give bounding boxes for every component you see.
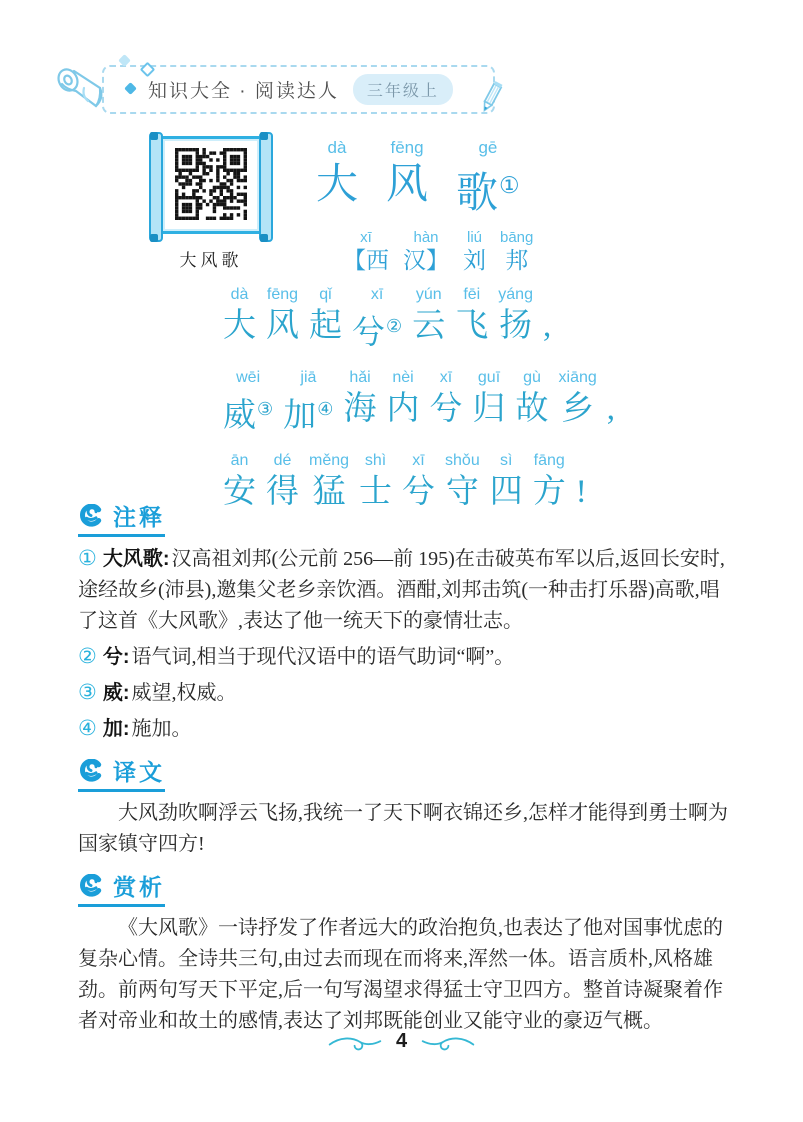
series-title: 知识大全 · 阅读达人 — [148, 81, 339, 102]
section-title: 译文 — [113, 759, 165, 785]
poem-syllable: dà 大 — [316, 138, 359, 208]
poem-syllable: xī 兮② — [352, 286, 403, 351]
translation-text: 大风劲吹啊浮云飞扬,我统一了天下啊衣锦还乡,怎样才能得到勇士啊为国家镇守四方! — [78, 802, 728, 855]
wave-flourish-icon — [328, 1033, 382, 1051]
poem-syllable: ! — [575, 473, 587, 510]
title-block — [302, 136, 540, 274]
poem-syllable: xī 【西 — [343, 228, 389, 273]
note-text: 语气词,相当于现代汉语中的语气助词“啊”。 — [131, 646, 515, 668]
poem-syllable: jiā 加④ — [283, 368, 334, 434]
poem-syllable: fāng 方 — [532, 451, 566, 510]
note-term: 大风歌: — [102, 548, 170, 570]
note-term: 加: — [102, 718, 130, 740]
content-sections — [78, 500, 728, 1037]
poem-author — [336, 229, 540, 274]
poem-syllable: fēi 飞 — [455, 286, 489, 344]
poem-syllable: sì 四 — [489, 451, 523, 510]
hero-block — [152, 136, 540, 274]
page-number: 4 — [395, 1030, 408, 1052]
poem-syllable: yáng 扬 — [498, 286, 533, 344]
note-item — [78, 641, 728, 673]
wave-flourish-icon — [421, 1033, 475, 1051]
section-translation-header — [78, 755, 165, 792]
poem-line-2 — [218, 369, 620, 436]
note-item — [78, 677, 728, 709]
series-banner — [102, 65, 495, 114]
poem-syllable: guī 归 — [472, 368, 506, 427]
section-title: 赏析 — [113, 874, 165, 900]
section-title: 注释 — [113, 504, 165, 530]
note-item — [78, 713, 728, 745]
poem-syllable: qǐ 起 — [309, 286, 342, 344]
scroll-roller — [259, 132, 273, 242]
poem-syllable: fēng 风 — [386, 138, 429, 208]
wave-swirl-icon — [78, 874, 105, 898]
poem-syllable: bāng 邦 — [500, 228, 534, 273]
grade-badge: 三年级上 — [353, 74, 453, 105]
note-number: ① — [78, 547, 97, 570]
note-item — [78, 543, 728, 637]
section-notes-header — [78, 500, 165, 537]
poem-syllable: hǎi 海 — [343, 368, 377, 427]
note-text: 施加。 — [131, 718, 192, 740]
wave-swirl-icon — [78, 504, 105, 528]
poem-title — [302, 138, 540, 219]
poem — [218, 286, 620, 528]
poem-syllable: shì 士 — [359, 451, 393, 510]
note-number: ② — [78, 645, 97, 668]
wave-swirl-icon — [78, 759, 105, 783]
poem-syllable: , — [606, 390, 616, 427]
note-number: ③ — [78, 681, 97, 704]
scroll-roller — [149, 132, 163, 242]
qr-caption: 大风歌 — [179, 251, 243, 270]
poem-syllable: yún 云 — [412, 286, 446, 344]
poem-syllable: xiāng 乡 — [558, 368, 597, 427]
poem-line-1 — [218, 286, 620, 353]
page-footer — [0, 1030, 803, 1053]
poem-syllable: , — [542, 308, 552, 344]
page-header — [54, 58, 495, 121]
poem-syllable: gù 故 — [515, 368, 549, 427]
poem-syllable: fēng 风 — [266, 286, 299, 344]
poem-syllable: gē 歌① — [456, 138, 520, 217]
qr-code — [175, 148, 247, 220]
note-term: 威: — [102, 682, 130, 704]
diploma-scroll-icon — [54, 58, 120, 121]
note-number: ④ — [78, 717, 97, 740]
poem-syllable: nèi 内 — [386, 368, 420, 427]
poem-syllable: měng 猛 — [309, 451, 350, 510]
poem-syllable: dé 得 — [266, 451, 299, 510]
poem-syllable: dà 大 — [223, 286, 256, 344]
analysis-text: 《大风歌》一诗抒发了作者远大的政治抱负,也表达了他对国事忧虑的复杂心情。全诗共三句,由过去而现在而将来,浑然一体。语言质朴,风格雄劲。前两句写天下平定,后一句写渴望求得猛士守卫四方。整首诗凝聚着作者对帝业和故土的感情,表达了刘邦既能创业又能守业的豪迈气概。 — [78, 917, 723, 1032]
section-analysis-header — [78, 870, 165, 907]
scroll-frame — [160, 136, 262, 234]
note-text: 汉高祖刘邦(公元前 256—前 195)在击破英布军以后,返回长安时,途经故乡(沛县),邀集父老乡亲饮酒。酒酣,刘邦击筑(一种击打乐器)高歌,唱了这首《大风歌》,表达了他一统天下的豪情壮志。 — [78, 548, 725, 632]
poem-syllable: wēi 威③ — [223, 368, 274, 434]
poem-syllable: xī 兮 — [402, 451, 436, 510]
poem-syllable: xī 兮 — [429, 368, 463, 427]
pencil-icon — [479, 81, 503, 120]
qr-block — [152, 136, 270, 274]
poem-syllable: shǒu 守 — [445, 451, 480, 510]
poem-syllable: hàn 汉】 — [403, 228, 449, 273]
poem-syllable: ān 安 — [223, 451, 256, 510]
note-text: 威望,权威。 — [131, 682, 237, 704]
note-term: 兮: — [102, 646, 130, 668]
poem-syllable: liú 刘 — [463, 228, 486, 273]
